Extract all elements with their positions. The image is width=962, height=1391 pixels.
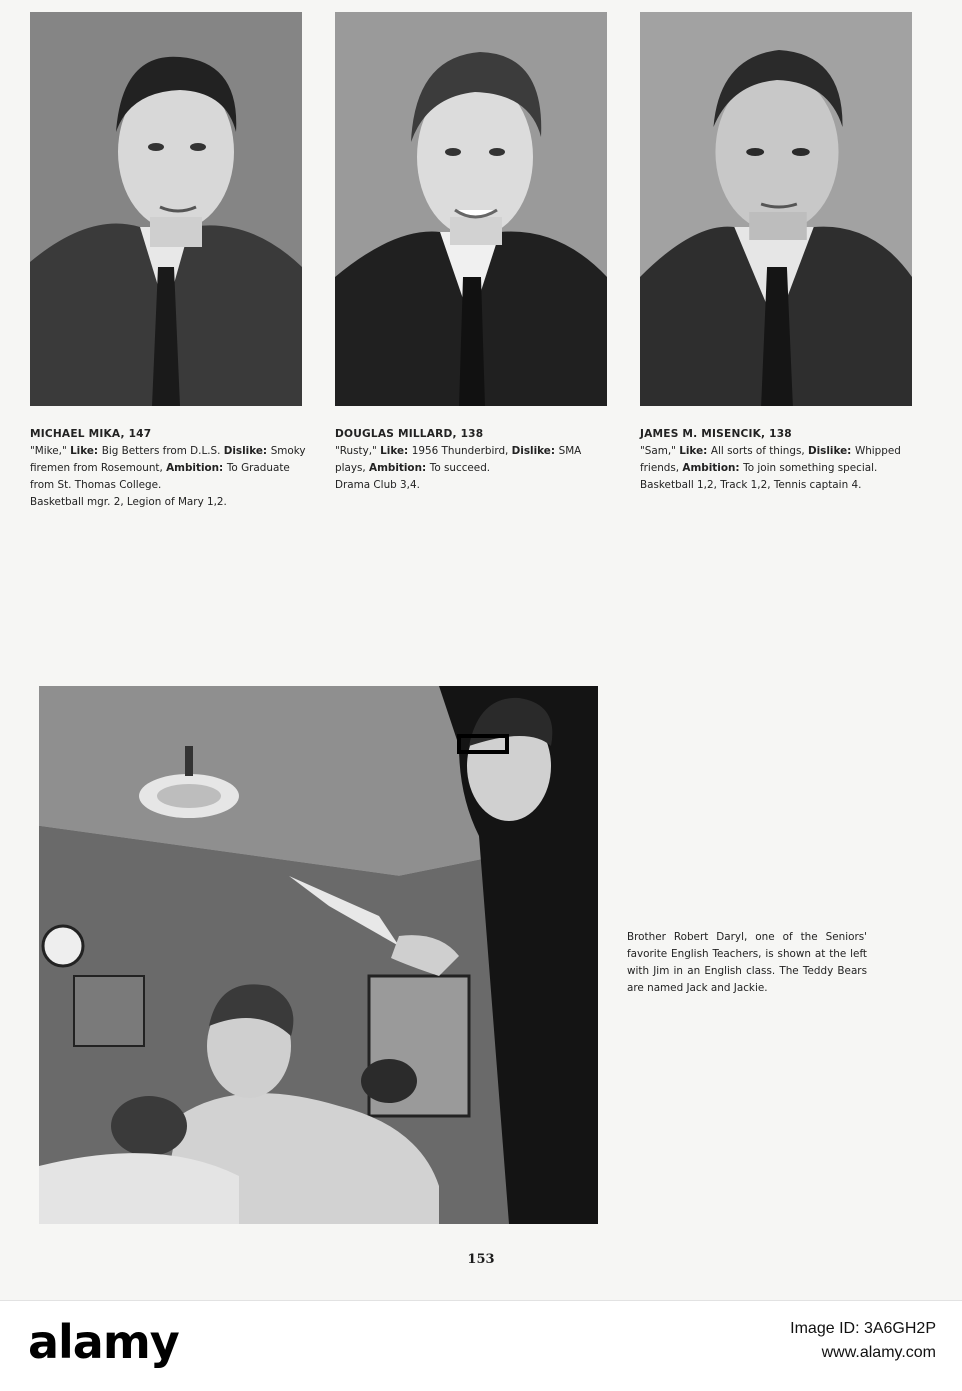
like-text: All sorts of things, xyxy=(710,445,808,457)
activities: Drama Club 3,4. xyxy=(335,479,420,491)
dislike-label: Dislike: xyxy=(223,445,271,457)
activities: Basketball mgr. 2, Legion of Mary 1,2. xyxy=(30,496,227,508)
like-label: Like: xyxy=(70,445,102,457)
ambition-label: Ambition: xyxy=(166,462,227,474)
ambition-text: To Graduate from St. Thomas College. xyxy=(30,462,290,491)
nickname: "Mike," xyxy=(30,445,71,457)
classroom-photo xyxy=(39,686,598,1224)
like-text: 1956 Thunderbird, xyxy=(411,445,512,457)
student-caption-michael-mika xyxy=(30,426,306,511)
page-number: 153 xyxy=(467,1252,495,1267)
nickname: "Rusty," xyxy=(335,445,381,457)
ambition-label: Ambition: xyxy=(682,462,744,474)
ambition-label: Ambition: xyxy=(369,462,430,474)
alamy-logo: alamy xyxy=(28,1315,179,1369)
site-url: www.alamy.com xyxy=(821,1344,936,1361)
student-name: DOUGLAS MILLARD, 138 xyxy=(335,428,484,440)
dislike-text: SMA plays, xyxy=(335,445,582,474)
student-name: JAMES M. MISENCIK, 138 xyxy=(640,428,792,440)
nickname: "Sam," xyxy=(640,445,680,457)
student-caption-douglas-millard xyxy=(335,426,611,494)
like-text: Big Betters from D.L.S. xyxy=(101,445,224,457)
dislike-label: Dislike: xyxy=(807,445,855,457)
like-label: Like: xyxy=(679,445,711,457)
dislike-label: Dislike: xyxy=(511,445,559,457)
dislike-text: Smoky firemen from Rosemount, xyxy=(30,445,306,474)
activities: Basketball 1,2, Track 1,2, Tennis captain 4. xyxy=(640,479,862,491)
photo-caption: Brother Robert Daryl, one of the Seniors' favorite English Teachers, is shown at the left with Jim in an English class. The Teddy Bears are named Jack and Jackie. xyxy=(627,931,867,994)
portrait-photo-douglas-millard xyxy=(335,12,607,406)
dislike-text: Whipped friends, xyxy=(640,445,901,474)
watermark-footer xyxy=(0,1300,962,1391)
ambition-text: To join something special. xyxy=(743,462,878,474)
like-label: Like: xyxy=(380,445,412,457)
portrait-photo-james-misencik xyxy=(640,12,912,406)
image-id-block xyxy=(790,1317,936,1365)
ambition-text: To succeed. xyxy=(429,462,491,474)
image-id: Image ID: 3A6GH2P xyxy=(790,1320,936,1337)
student-caption-james-misencik xyxy=(640,426,916,494)
student-name: MICHAEL MIKA, 147 xyxy=(30,428,152,440)
portrait-photo-michael-mika xyxy=(30,12,302,406)
